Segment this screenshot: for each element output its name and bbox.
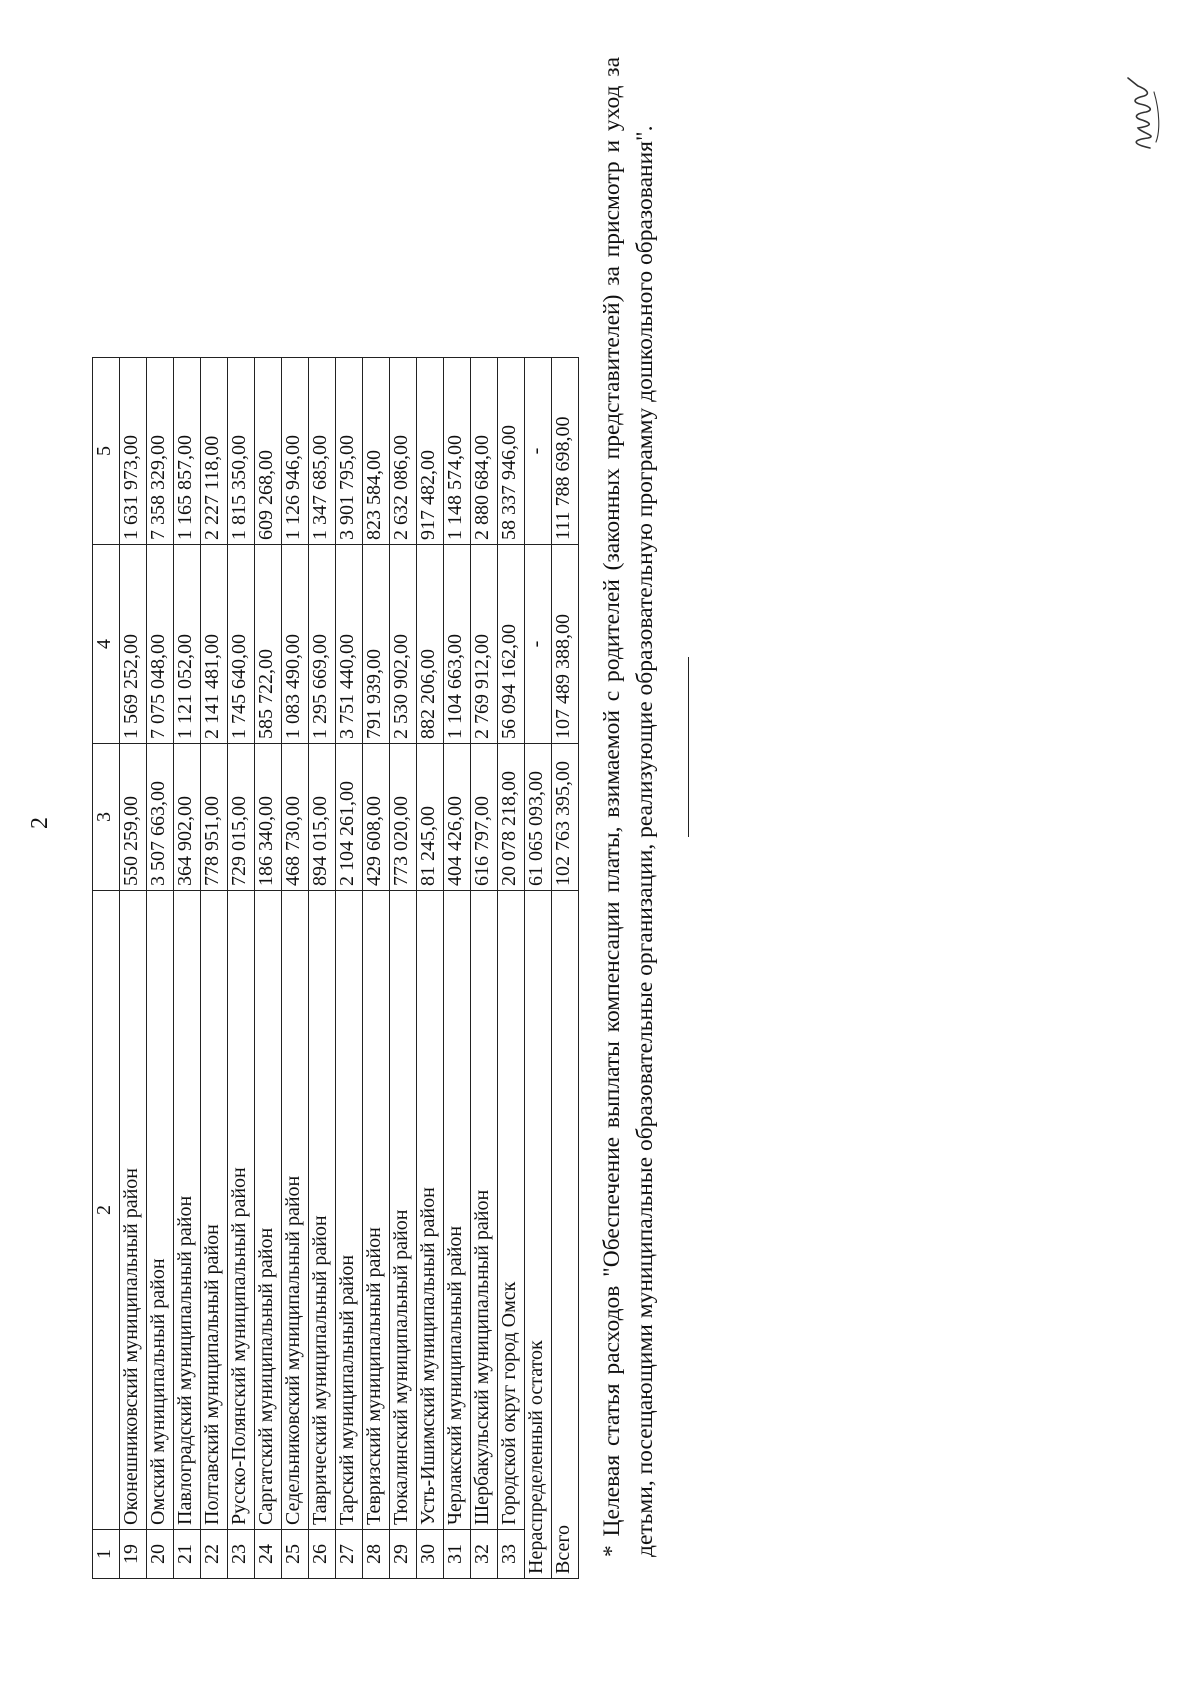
amount-col-4: 1 083 490,00 [282, 545, 309, 744]
table-row [471, 358, 498, 1579]
total-label: Всего [552, 891, 579, 1579]
table-row [147, 358, 174, 1579]
handwritten-signature [1120, 72, 1164, 152]
total-col-5: 111 788 698,00 [552, 358, 579, 545]
header-col-3: 3 [93, 744, 120, 891]
amount-col-4: 791 939,00 [363, 545, 390, 744]
amount-col-3: 404 426,00 [444, 744, 471, 891]
table-row [174, 358, 201, 1579]
table-body [120, 358, 579, 1579]
table-row [120, 358, 147, 1579]
amount-col-3: 364 902,00 [174, 744, 201, 891]
row-number: 24 [255, 1530, 282, 1579]
amount-col-3: 550 259,00 [120, 744, 147, 891]
amount-col-3: 468 730,00 [282, 744, 309, 891]
amount-col-5: 1 126 946,00 [282, 358, 309, 545]
row-number: 23 [228, 1530, 255, 1579]
district-name: Седельниковский муниципальный район [282, 891, 309, 1530]
amount-col-5: 2 227 118,00 [201, 358, 228, 545]
amount-col-4: 2 141 481,00 [201, 545, 228, 744]
district-name: Таврический муниципальный район [309, 891, 336, 1530]
amount-col-4: 1 569 252,00 [120, 545, 147, 744]
header-col-5: 5 [93, 358, 120, 545]
table-row [282, 358, 309, 1579]
budget-table [92, 357, 579, 1579]
table-row [390, 358, 417, 1579]
amount-col-3: 773 020,00 [390, 744, 417, 891]
amount-col-4: 1 104 663,00 [444, 545, 471, 744]
amount-col-5: 58 337 946,00 [498, 358, 525, 545]
amount-col-3: 729 015,00 [228, 744, 255, 891]
district-name: Павлоградский муниципальный район [174, 891, 201, 1530]
amount-col-5: 917 482,00 [417, 358, 444, 545]
table-row [255, 358, 282, 1579]
amount-col-4: 2 530 902,00 [390, 545, 417, 744]
district-name: Шербакульский муниципальный район [471, 891, 498, 1530]
budget-table-container [92, 357, 579, 1579]
district-name: Полтавский муниципальный район [201, 891, 228, 1530]
header-col-4: 4 [93, 545, 120, 744]
amount-col-5: 7 358 329,00 [147, 358, 174, 545]
amount-col-5: 2 880 684,00 [471, 358, 498, 545]
total-col-4: 107 489 388,00 [552, 545, 579, 744]
row-number: 20 [147, 1530, 174, 1579]
amount-col-5: 823 584,00 [363, 358, 390, 545]
amount-col-3: 186 340,00 [255, 744, 282, 891]
unallocated-row [525, 358, 552, 1579]
amount-col-5: 1 631 973,00 [120, 358, 147, 545]
row-number: 19 [120, 1530, 147, 1579]
row-number: 29 [390, 1530, 417, 1579]
amount-col-4: 56 094 162,00 [498, 545, 525, 744]
amount-col-4: 2 769 912,00 [471, 545, 498, 744]
table-row [336, 358, 363, 1579]
table-row [363, 358, 390, 1579]
district-name: Русско-Полянский муниципальный район [228, 891, 255, 1530]
amount-col-4: 1 745 640,00 [228, 545, 255, 744]
district-name: Городской округ город Омск [498, 891, 525, 1530]
row-number: 32 [471, 1530, 498, 1579]
total-col-3: 102 763 395,00 [552, 744, 579, 891]
amount-col-5: 1 347 685,00 [309, 358, 336, 545]
amount-col-4: 1 121 052,00 [174, 545, 201, 744]
header-col-2: 2 [93, 891, 120, 1530]
table-header-row [93, 358, 120, 1579]
row-number: 21 [174, 1530, 201, 1579]
district-name: Оконешниковский муниципальный район [120, 891, 147, 1530]
row-number: 31 [444, 1530, 471, 1579]
amount-col-3: 20 078 218,00 [498, 744, 525, 891]
table-row [498, 358, 525, 1579]
district-name: Саргатский муниципальный район [255, 891, 282, 1530]
amount-col-3: 894 015,00 [309, 744, 336, 891]
unallocated-col-3: 61 065 093,00 [525, 744, 552, 891]
footnote [596, 57, 662, 1557]
footnote-text: * Целевая статья расходов "Обеспечение выплаты компенсации платы, взимаемой с родителей (законных представителей) за присмотр и уход за детьми, посещающими муниципальные образовательные организации, реализующие образовательную программу дошкольного образования". [599, 57, 658, 1557]
district-name: Тевризский муниципальный район [363, 891, 390, 1530]
district-name: Тюкалинский муниципальный район [390, 891, 417, 1530]
row-number: 28 [363, 1530, 390, 1579]
separator-line [688, 657, 689, 837]
row-number: 22 [201, 1530, 228, 1579]
amount-col-3: 2 104 261,00 [336, 744, 363, 891]
amount-col-4: 882 206,00 [417, 545, 444, 744]
table-row [444, 358, 471, 1579]
amount-col-4: 1 295 669,00 [309, 545, 336, 744]
row-number: 33 [498, 1530, 525, 1579]
amount-col-5: 1 148 574,00 [444, 358, 471, 545]
district-name: Черлакский муниципальный район [444, 891, 471, 1530]
unallocated-label: Нераспределенный остаток [525, 891, 552, 1579]
amount-col-3: 81 245,00 [417, 744, 444, 891]
amount-col-4: 585 722,00 [255, 545, 282, 744]
unallocated-col-5: - [525, 358, 552, 545]
table-row [228, 358, 255, 1579]
amount-col-4: 7 075 048,00 [147, 545, 174, 744]
amount-col-3: 616 797,00 [471, 744, 498, 891]
page-number: 2 [27, 817, 53, 829]
amount-col-4: 3 751 440,00 [336, 545, 363, 744]
row-number: 25 [282, 1530, 309, 1579]
amount-col-3: 778 951,00 [201, 744, 228, 891]
amount-col-5: 3 901 795,00 [336, 358, 363, 545]
amount-col-3: 429 608,00 [363, 744, 390, 891]
amount-col-5: 1 165 857,00 [174, 358, 201, 545]
row-number: 30 [417, 1530, 444, 1579]
header-col-1: 1 [93, 1530, 120, 1579]
table-row [201, 358, 228, 1579]
amount-col-5: 2 632 086,00 [390, 358, 417, 545]
district-name: Усть-Ишимский муниципальный район [417, 891, 444, 1530]
district-name: Омский муниципальный район [147, 891, 174, 1530]
amount-col-5: 1 815 350,00 [228, 358, 255, 545]
row-number: 27 [336, 1530, 363, 1579]
amount-col-5: 609 268,00 [255, 358, 282, 545]
row-number: 26 [309, 1530, 336, 1579]
district-name: Тарский муниципальный район [336, 891, 363, 1530]
table-row [417, 358, 444, 1579]
total-row [552, 358, 579, 1579]
unallocated-col-4: - [525, 545, 552, 744]
amount-col-3: 3 507 663,00 [147, 744, 174, 891]
table-row [309, 358, 336, 1579]
